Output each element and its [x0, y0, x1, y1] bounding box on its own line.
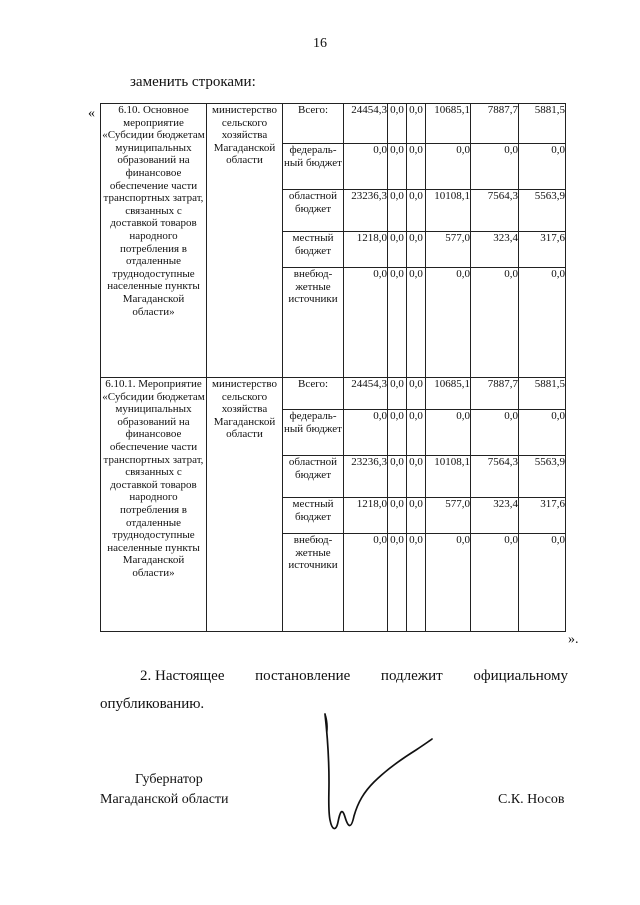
- amount-cell: 0,0: [388, 104, 407, 144]
- amount-cell: 577,0: [426, 498, 471, 534]
- amount-cell: 0,0: [519, 268, 566, 378]
- amount-cell: 5881,5: [519, 104, 566, 144]
- amount-cell: 10108,1: [426, 456, 471, 498]
- amount-cell: 0,0: [344, 268, 388, 378]
- amount-cell: 5563,9: [519, 190, 566, 232]
- amount-cell: 0,0: [344, 410, 388, 456]
- funding-source-cell: внебюд-жетные источники: [283, 268, 344, 378]
- paragraph-2: [140, 668, 568, 685]
- amount-cell: 0,0: [388, 498, 407, 534]
- opening-quote: «: [88, 106, 95, 121]
- amount-cell: 577,0: [426, 232, 471, 268]
- amount-cell: 0,0: [388, 410, 407, 456]
- intro-text: заменить строками:: [130, 74, 256, 90]
- funding-source-cell: Всего:: [283, 104, 344, 144]
- funding-source-cell: федераль-ный бюджет: [283, 410, 344, 456]
- amount-cell: 0,0: [388, 144, 407, 190]
- paragraph-2-word: 2. Настоящее: [140, 668, 225, 684]
- amount-cell: 0,0: [407, 268, 426, 378]
- page-number: 16: [313, 36, 327, 51]
- amount-cell: 1218,0: [344, 232, 388, 268]
- amount-cell: 23236,3: [344, 190, 388, 232]
- signatory-position-line1: Губернатор: [135, 772, 203, 787]
- amount-cell: 23236,3: [344, 456, 388, 498]
- paragraph-2-word: постановление: [255, 668, 351, 684]
- signatory-name: С.К. Носов: [498, 792, 565, 807]
- table-row: [101, 104, 566, 144]
- amount-cell: 0,0: [407, 534, 426, 632]
- funding-source-cell: местный бюджет: [283, 232, 344, 268]
- funding-source-cell: внебюд-жетные источники: [283, 534, 344, 632]
- paragraph-2-word: официальному: [473, 668, 568, 684]
- executor-cell: министерство сельского хозяйства Магаданской области: [207, 104, 283, 378]
- funding-source-cell: федераль-ный бюджет: [283, 144, 344, 190]
- activity-cell: 6.10.1. Мероприятие «Субсидии бюджетам муниципальных образований на финансовое обеспечение части транспортных затрат, связанных с доставкой товаров народного потребления в отдаленные труднодоступные населенные пункты Магаданской области»: [101, 378, 207, 632]
- funding-source-cell: областной бюджет: [283, 456, 344, 498]
- handwritten-signature: [318, 712, 438, 842]
- amount-cell: 0,0: [407, 378, 426, 410]
- amount-cell: 0,0: [471, 534, 519, 632]
- amount-cell: 323,4: [471, 498, 519, 534]
- amount-cell: 24454,3: [344, 378, 388, 410]
- amount-cell: 0,0: [388, 190, 407, 232]
- funding-source-cell: областной бюджет: [283, 190, 344, 232]
- amount-cell: 0,0: [344, 534, 388, 632]
- amount-cell: 0,0: [388, 232, 407, 268]
- funding-source-cell: местный бюджет: [283, 498, 344, 534]
- amount-cell: 7564,3: [471, 190, 519, 232]
- amount-cell: 10108,1: [426, 190, 471, 232]
- amount-cell: 0,0: [407, 232, 426, 268]
- amount-cell: 0,0: [426, 268, 471, 378]
- amount-cell: 0,0: [426, 144, 471, 190]
- funding-source-cell: Всего:: [283, 378, 344, 410]
- amount-cell: 10685,1: [426, 104, 471, 144]
- amount-cell: 24454,3: [344, 104, 388, 144]
- amount-cell: 0,0: [388, 378, 407, 410]
- amount-cell: 0,0: [407, 498, 426, 534]
- activity-cell: 6.10. Основное мероприятие «Субсидии бюджетам муниципальных образований на финансовое обеспечение части транспортных затрат, связанных с доставкой товаров народного потребления в отдаленные труднодоступные населенные пункты Магаданской области»: [101, 104, 207, 378]
- amount-cell: 0,0: [426, 410, 471, 456]
- amount-cell: 0,0: [407, 104, 426, 144]
- amount-cell: 0,0: [519, 144, 566, 190]
- amount-cell: 0,0: [519, 534, 566, 632]
- amount-cell: 10685,1: [426, 378, 471, 410]
- paragraph-2-tail: опубликованию.: [100, 696, 205, 712]
- amount-cell: 1218,0: [344, 498, 388, 534]
- amount-cell: 0,0: [426, 534, 471, 632]
- amount-cell: 317,6: [519, 498, 566, 534]
- amount-cell: 0,0: [471, 410, 519, 456]
- executor-cell: министерство сельского хозяйства Магаданской области: [207, 378, 283, 632]
- amount-cell: 0,0: [407, 410, 426, 456]
- amount-cell: 0,0: [471, 144, 519, 190]
- amount-cell: 0,0: [407, 144, 426, 190]
- amount-cell: 0,0: [388, 456, 407, 498]
- amount-cell: 0,0: [388, 268, 407, 378]
- signatory-position-line2: Магаданской области: [100, 792, 229, 807]
- program-table: [100, 103, 566, 632]
- amount-cell: 323,4: [471, 232, 519, 268]
- amount-cell: 0,0: [471, 268, 519, 378]
- amount-cell: 7887,7: [471, 104, 519, 144]
- closing-quote: ».: [568, 632, 579, 647]
- amount-cell: 317,6: [519, 232, 566, 268]
- table-row: [101, 378, 566, 410]
- amount-cell: 7887,7: [471, 378, 519, 410]
- amount-cell: 7564,3: [471, 456, 519, 498]
- paragraph-2-word: подлежит: [380, 668, 443, 684]
- amount-cell: 5563,9: [519, 456, 566, 498]
- amount-cell: 0,0: [519, 410, 566, 456]
- amount-cell: 0,0: [407, 190, 426, 232]
- amount-cell: 0,0: [407, 456, 426, 498]
- amount-cell: 5881,5: [519, 378, 566, 410]
- amount-cell: 0,0: [388, 534, 407, 632]
- amount-cell: 0,0: [344, 144, 388, 190]
